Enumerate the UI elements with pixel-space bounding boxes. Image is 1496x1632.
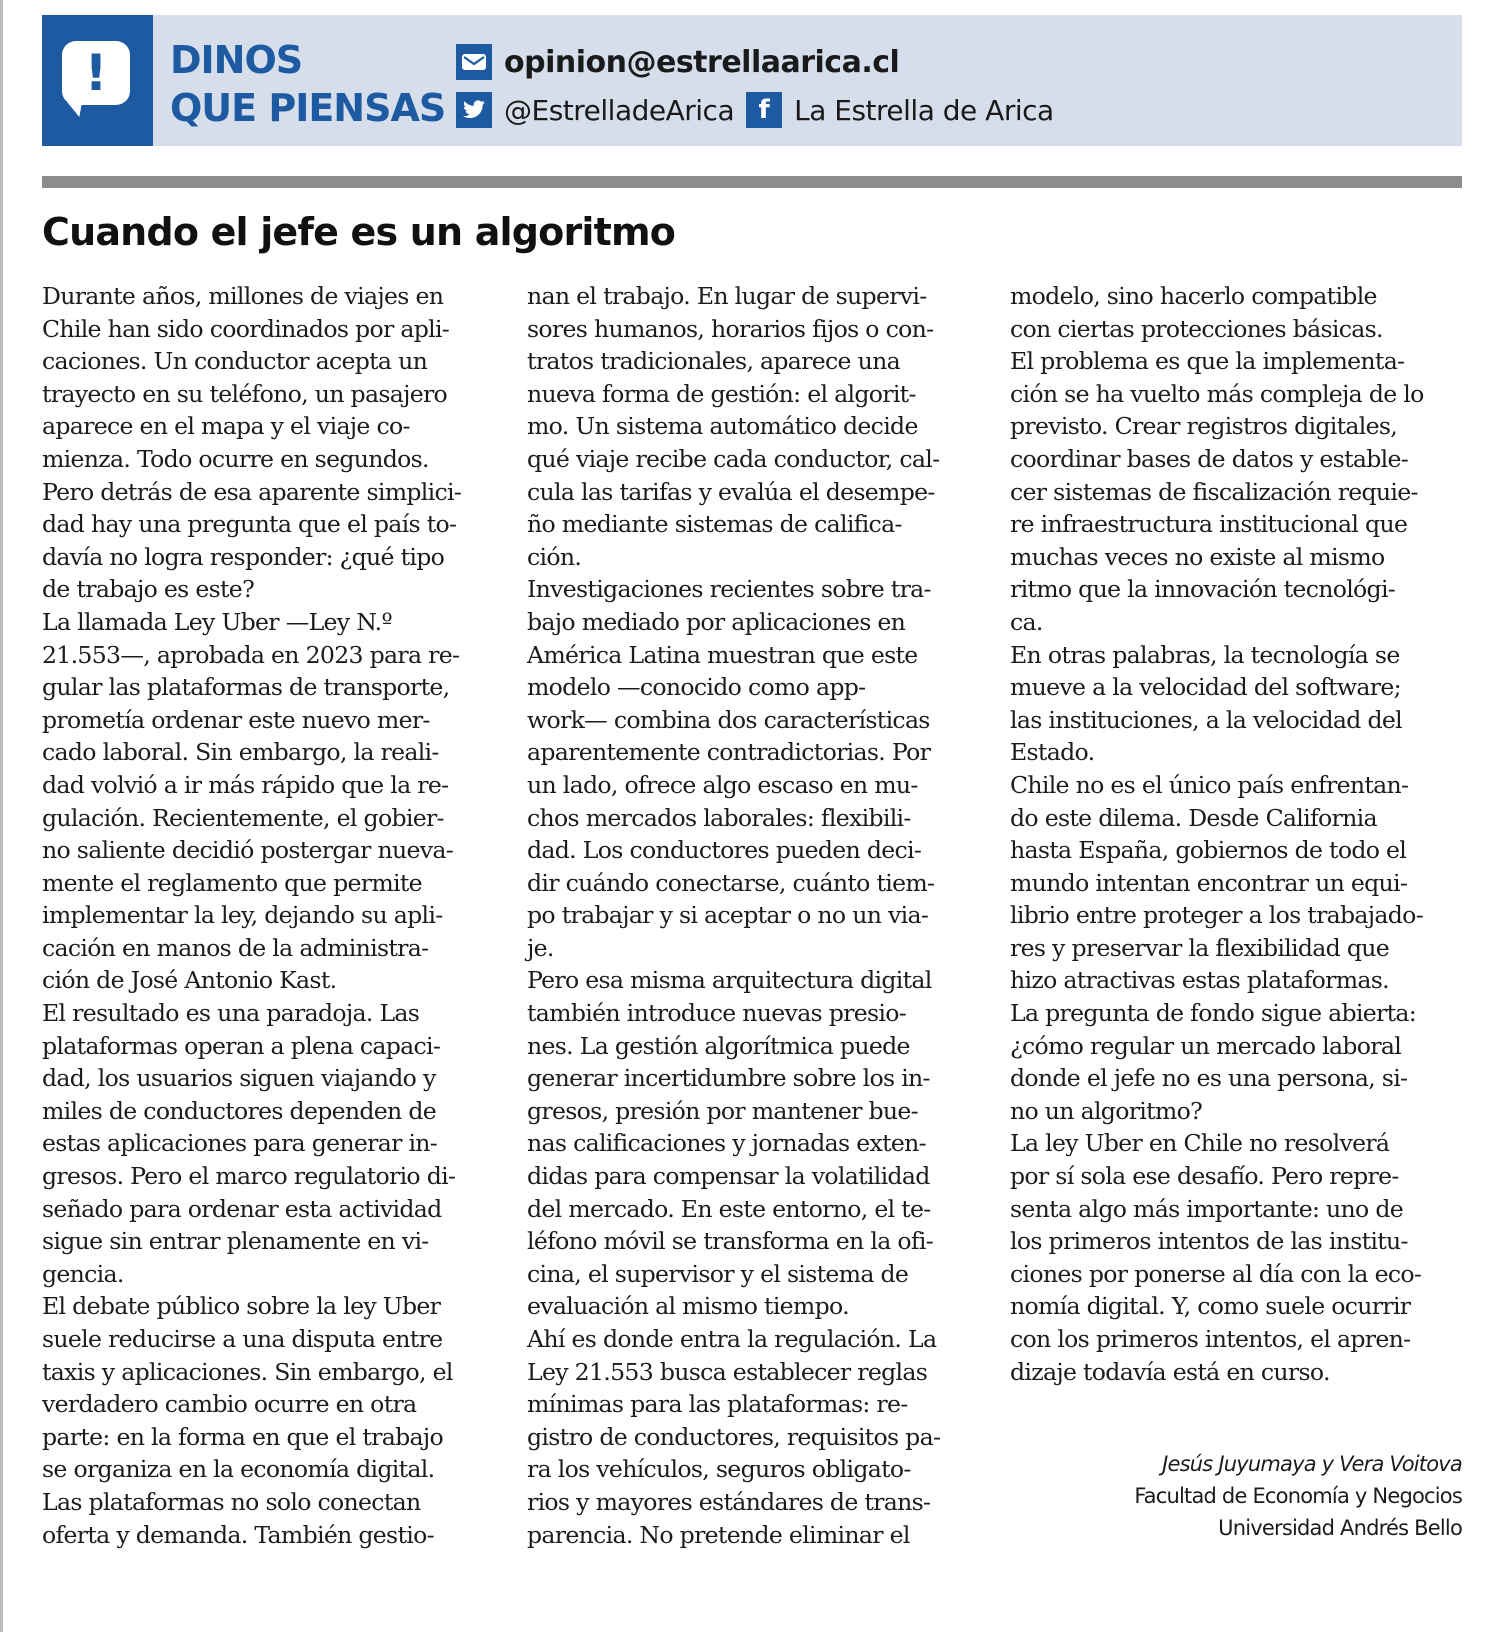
text-line: las instituciones, a la velocidad del — [1010, 705, 1402, 734]
text-line: Pero detrás de esa aparente simplici- — [42, 477, 462, 506]
text-line: mínimas para las plataformas: re- — [527, 1390, 908, 1419]
text-line: chos mercados laborales: flexibili- — [527, 803, 911, 832]
text-line: gular las plataformas de transporte, — [42, 673, 450, 702]
text-line: Ahí es donde entra la regulación. La — [527, 1325, 937, 1353]
text-line: tratos tradicionales, aparece una — [527, 347, 900, 376]
byline-authors: Jesús Juyumaya y Vera Voitova — [1162, 1452, 1462, 1476]
text-line: didas para compensar la volatilidad — [527, 1162, 930, 1191]
text-line: El problema es que la implementa- — [1010, 347, 1405, 376]
text-line: no saliente decidió postergar nueva- — [42, 836, 454, 865]
exclamation-icon: ! — [62, 41, 130, 105]
text-line: Chile no es el único país enfrentan- — [1010, 770, 1409, 799]
text-line: ritmo que la innovación tecnológi- — [1010, 575, 1396, 604]
text-line: suele reducirse a una disputa entre — [42, 1325, 443, 1353]
byline-faculty: Facultad de Economía y Negocios — [1134, 1484, 1462, 1508]
text-line: cina, el supervisor y el sistema de — [527, 1259, 909, 1288]
text-line: ¿cómo regular un mercado laboral — [1010, 1031, 1402, 1060]
text-line: ción se ha vuelto más compleja de lo — [1010, 379, 1424, 408]
text-line: dad, los usuarios siguen viajando y — [42, 1064, 436, 1093]
text-line: do este dilema. Desde California — [1010, 803, 1377, 832]
text-line: se organiza en la economía digital. — [42, 1455, 435, 1484]
article-column-3 — [1010, 280, 1472, 1388]
text-line: El resultado es una paradoja. Las — [42, 999, 420, 1028]
text-line: dad volvió a ir más rápido que la re- — [42, 770, 449, 799]
text-line: verdadero cambio ocurre en otra — [42, 1390, 417, 1419]
text-line: modelo —conocido como app- — [527, 673, 866, 702]
text-line: mundo intentan encontrar un equi- — [1010, 868, 1408, 897]
text-line: ciones por ponerse al día con la eco- — [1010, 1259, 1422, 1288]
text-line: Estado. — [1010, 738, 1095, 767]
text-line: previsto. Crear registros digitales, — [1010, 412, 1398, 441]
text-line: taxis y aplicaciones. Sin embargo, el — [42, 1357, 453, 1386]
text-line: de trabajo es este? — [42, 575, 255, 604]
text-line: con ciertas protecciones básicas. — [1010, 314, 1383, 343]
text-line: ra los vehículos, seguros obligato- — [527, 1455, 911, 1484]
text-line: implementar la ley, dejando su apli- — [42, 901, 443, 930]
text-line: parencia. No pretende eliminar el — [527, 1520, 910, 1549]
text-line: gresos. Pero el marco regulatorio di- — [42, 1162, 456, 1191]
text-line: qué viaje recibe cada conductor, cal- — [527, 444, 940, 473]
text-line: dad hay una pregunta que el país to- — [42, 510, 457, 539]
text-line: je. — [527, 933, 554, 962]
facebook-icon: f — [746, 92, 782, 128]
text-line: El debate público sobre la ley Uber — [42, 1292, 441, 1321]
text-line: gencia. — [42, 1259, 124, 1288]
email-address[interactable]: opinion@estrellaarica.cl — [504, 44, 900, 80]
text-line: miles de conductores dependen de — [42, 1096, 437, 1125]
text-line: La ley Uber en Chile no resolverá — [1010, 1129, 1390, 1158]
text-line: Las plataformas no solo conectan — [42, 1487, 421, 1516]
text-line: ción. — [527, 542, 582, 571]
text-line: coordinar bases de datos y estable- — [1010, 444, 1408, 473]
text-line: cación en manos de la administra- — [42, 933, 429, 962]
text-line: ño mediante sistemas de califica- — [527, 510, 902, 539]
text-line: gistro de conductores, requisitos pa- — [527, 1422, 941, 1451]
text-line: cado laboral. Sin embargo, la reali- — [42, 738, 439, 767]
text-line: aparentemente contradictorias. Por — [527, 738, 931, 767]
text-line: hizo atractivas estas plataformas. — [1010, 966, 1389, 995]
text-line: señado para ordenar esta actividad — [42, 1194, 442, 1223]
text-line: por sí sola ese desafío. Pero repre- — [1010, 1162, 1399, 1191]
twitter-icon — [456, 92, 492, 128]
text-line: dizaje todavía está en curso. — [1010, 1357, 1330, 1386]
text-line: mienza. Todo ocurre en segundos. — [42, 444, 429, 473]
text-line: Chile han sido coordinados por apli- — [42, 314, 450, 343]
text-line: los primeros intentos de las institu- — [1010, 1227, 1408, 1256]
text-line: po trabajar y si aceptar o no un via- — [527, 901, 929, 930]
byline-university: Universidad Andrés Bello — [1218, 1516, 1462, 1540]
text-line: 21.553—, aprobada en 2023 para re- — [42, 640, 460, 669]
text-line: trayecto en su teléfono, un pasajero — [42, 379, 448, 408]
mail-icon — [456, 44, 492, 80]
text-line: bajo mediado por aplicaciones en — [527, 607, 906, 636]
text-line: evaluación al mismo tiempo. — [527, 1292, 849, 1321]
text-line: léfono móvil se transforma en la ofi- — [527, 1227, 934, 1256]
text-line: ción de José Antonio Kast. — [42, 966, 337, 995]
section-divider — [42, 176, 1462, 188]
section-title-line2: QUE PIENSAS — [170, 86, 446, 130]
text-line: dir cuándo conectarse, cuánto tiem- — [527, 868, 935, 897]
text-line: donde el jefe no es una persona, si- — [1010, 1064, 1408, 1093]
text-line: senta algo más importante: uno de — [1010, 1194, 1403, 1223]
email-contact — [456, 44, 899, 80]
section-title-line1: DINOS — [170, 38, 303, 82]
page-edge-line — [0, 0, 3, 1632]
text-line: aparece en el mapa y el viaje co- — [42, 412, 410, 441]
text-line: Durante años, millones de viajes en — [42, 282, 444, 310]
author-byline — [1010, 1448, 1462, 1544]
text-line: también introduce nuevas presio- — [527, 999, 907, 1028]
text-line: mueve a la velocidad del software; — [1010, 673, 1401, 702]
text-line: cer sistemas de fiscalización requie- — [1010, 477, 1418, 506]
text-line: Pero esa misma arquitectura digital — [527, 966, 932, 995]
article-headline: Cuando el jefe es un algoritmo — [42, 210, 676, 254]
text-line: muchas veces no existe al mismo — [1010, 542, 1385, 571]
text-line: rios y mayores estándares de trans- — [527, 1487, 931, 1516]
text-line: ca. — [1010, 607, 1043, 636]
text-line: sigue sin entrar plenamente en vi- — [42, 1227, 429, 1256]
text-line: no un algoritmo? — [1010, 1096, 1203, 1125]
text-line: con los primeros intentos, el apren- — [1010, 1325, 1411, 1353]
text-line: librio entre proteger a los trabajado- — [1010, 901, 1423, 930]
text-line: nan el trabajo. En lugar de supervi- — [527, 282, 927, 310]
text-line: gulación. Recientemente, el gobier- — [42, 803, 444, 832]
text-line: mente el reglamento que permite — [42, 868, 422, 897]
text-line: nomía digital. Y, como suele ocurrir — [1010, 1292, 1411, 1321]
text-line: La llamada Ley Uber —Ley N.º — [42, 607, 392, 636]
text-line: davía no logra responder: ¿qué tipo — [42, 542, 445, 571]
text-line: nueva forma de gestión: el algorit- — [527, 379, 916, 408]
text-line: work— combina dos características — [527, 705, 930, 734]
twitter-handle[interactable]: @EstrelladeArica — [504, 93, 735, 127]
alert-bubble-icon — [42, 15, 153, 146]
text-line: plataformas operan a plena capaci- — [42, 1031, 441, 1060]
section-title — [170, 36, 445, 132]
text-line: re infraestructura institucional que — [1010, 510, 1408, 539]
text-line: nes. La gestión algorítmica puede — [527, 1031, 910, 1060]
text-line: cula las tarifas y evalúa el desempe- — [527, 477, 935, 506]
text-line: parte: en la forma en que el trabajo — [42, 1422, 444, 1451]
text-line: La pregunta de fondo sigue abierta: — [1010, 999, 1416, 1028]
text-line: oferta y demanda. También gestio- — [42, 1520, 434, 1549]
text-line: dad. Los conductores pueden deci- — [527, 836, 922, 865]
text-line: hasta España, gobiernos de todo el — [1010, 836, 1407, 865]
text-line: del mercado. En este entorno, el te- — [527, 1194, 931, 1223]
text-line: En otras palabras, la tecnología se — [1010, 640, 1400, 669]
text-line: modelo, sino hacerlo compatible — [1010, 282, 1377, 310]
text-line: caciones. Un conductor acepta un — [42, 347, 428, 376]
text-line: un lado, ofrece algo escaso en mu- — [527, 770, 918, 799]
text-line: Ley 21.553 busca establecer reglas — [527, 1357, 928, 1386]
article-column-2 — [527, 280, 987, 1551]
text-line: América Latina muestran que este — [527, 640, 918, 669]
text-line: mo. Un sistema automático decide — [527, 412, 918, 441]
social-contacts — [456, 92, 1054, 128]
text-line: nas calificaciones y jornadas exten- — [527, 1129, 926, 1158]
text-line: estas aplicaciones para generar in- — [42, 1129, 438, 1158]
text-line: prometía ordenar este nuevo mer- — [42, 705, 430, 734]
text-line: res y preservar la flexibilidad que — [1010, 933, 1390, 962]
facebook-page[interactable]: La Estrella de Arica — [794, 93, 1054, 127]
article-column-1 — [42, 280, 502, 1551]
text-line: sores humanos, horarios fijos o con- — [527, 314, 934, 343]
text-line: generar incertidumbre sobre los in- — [527, 1064, 930, 1093]
text-line: Investigaciones recientes sobre tra- — [527, 575, 931, 604]
text-line: gresos, presión por mantener bue- — [527, 1096, 918, 1125]
